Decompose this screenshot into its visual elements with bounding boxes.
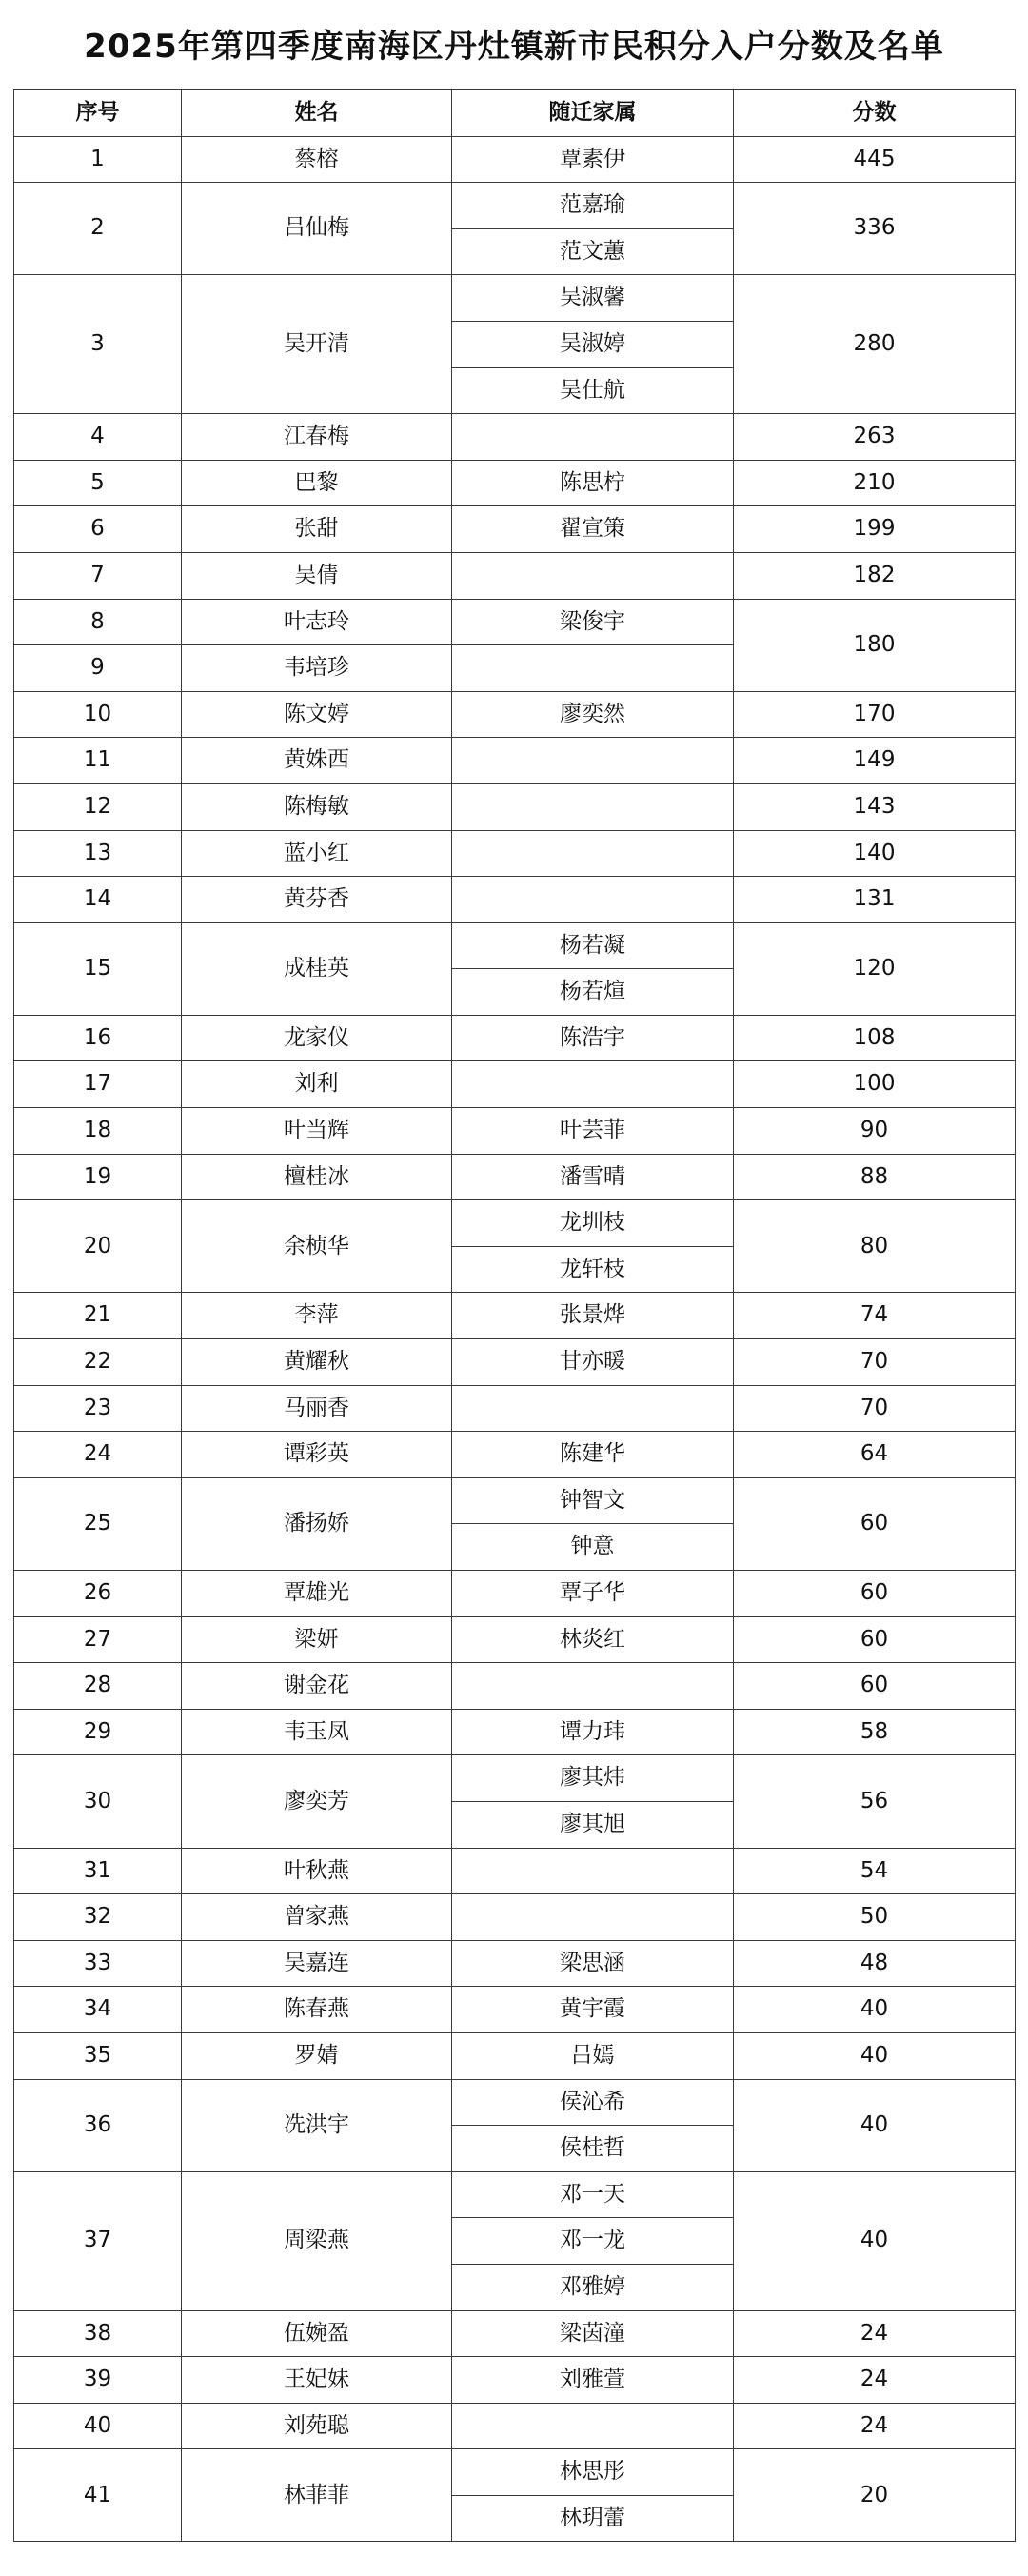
seq-cell: 9 [14,645,182,692]
score-cell: 58 [734,1709,1016,1755]
roster-table [13,89,1016,2542]
name-cell: 蓝小红 [182,830,452,877]
name-cell: 吴开清 [182,275,452,414]
header-family: 随迁家属 [452,90,734,137]
family-cell: 吴淑馨 [452,275,734,322]
table-row [14,2310,1016,2357]
score-cell: 131 [734,877,1016,923]
family-cell: 廖奕然 [452,691,734,738]
table-row [14,783,1016,830]
header-score: 分数 [734,90,1016,137]
family-cell: 张景烨 [452,1293,734,1339]
family-cell: 龙圳枝 [452,1200,734,1247]
seq-cell: 26 [14,1571,182,1617]
table-row [14,1015,1016,1061]
seq-cell: 33 [14,1940,182,1987]
seq-cell: 14 [14,877,182,923]
table-row [14,1940,1016,1987]
score-cell: 80 [734,1200,1016,1293]
name-cell: 刘利 [182,1061,452,1108]
family-cell: 邓一天 [452,2171,734,2218]
family-cell: 廖其炜 [452,1755,734,1802]
document-title: 2025年第四季度南海区丹灶镇新市民积分入户分数及名单 [84,28,944,66]
family-cell: 廖其旭 [452,1801,734,1848]
name-cell: 罗婧 [182,2032,452,2079]
family-cell: 杨若凝 [452,922,734,969]
family-cell: 叶芸菲 [452,1108,734,1155]
table-row [14,691,1016,738]
table-row [14,2032,1016,2079]
table-row [14,1616,1016,1663]
seq-cell: 25 [14,1477,182,1570]
seq-cell: 6 [14,506,182,553]
seq-cell: 1 [14,136,182,183]
table-row [14,2079,1016,2126]
table-row [14,1385,1016,1432]
seq-cell: 4 [14,414,182,461]
family-cell: 黄宇霞 [452,1987,734,2033]
score-cell: 24 [734,2403,1016,2449]
seq-cell: 35 [14,2032,182,2079]
family-cell: 潘雪晴 [452,1154,734,1200]
score-cell: 140 [734,830,1016,877]
score-cell: 120 [734,922,1016,1015]
name-cell: 刘苑聪 [182,2403,452,2449]
score-cell: 48 [734,1940,1016,1987]
family-cell [452,1848,734,1894]
table-row [14,1339,1016,1386]
score-cell: 210 [734,460,1016,506]
family-cell: 钟意 [452,1524,734,1571]
name-cell: 檀桂冰 [182,1154,452,1200]
score-cell: 70 [734,1339,1016,1386]
table-row [14,414,1016,461]
table-row [14,599,1016,645]
score-cell: 88 [734,1154,1016,1200]
seq-cell: 22 [14,1339,182,1386]
seq-cell: 3 [14,275,182,414]
family-cell [452,1385,734,1432]
score-cell: 50 [734,1894,1016,1941]
seq-cell: 13 [14,830,182,877]
name-cell: 余桢华 [182,1200,452,1293]
seq-cell: 36 [14,2079,182,2171]
seq-cell: 29 [14,1709,182,1755]
table-body [14,136,1016,2542]
seq-cell: 10 [14,691,182,738]
family-cell: 范文蕙 [452,228,734,275]
table-row [14,1477,1016,1524]
family-cell: 林炎红 [452,1616,734,1663]
family-cell: 钟智文 [452,1477,734,1524]
seq-cell: 8 [14,599,182,645]
family-cell: 谭力玮 [452,1709,734,1755]
seq-cell: 2 [14,183,182,275]
name-cell: 谢金花 [182,1663,452,1710]
seq-cell: 20 [14,1200,182,1293]
name-cell: 覃雄光 [182,1571,452,1617]
seq-cell: 31 [14,1848,182,1894]
name-cell: 王妃妹 [182,2357,452,2404]
seq-cell: 16 [14,1015,182,1061]
family-cell [452,738,734,784]
family-cell [452,1663,734,1710]
name-cell: 张甜 [182,506,452,553]
name-cell: 黄耀秋 [182,1339,452,1386]
name-cell: 廖奕芳 [182,1755,452,1848]
table-row [14,1293,1016,1339]
family-cell: 覃素伊 [452,136,734,183]
score-cell: 40 [734,1987,1016,2033]
seq-cell: 15 [14,922,182,1015]
score-cell: 199 [734,506,1016,553]
family-cell: 刘雅萱 [452,2357,734,2404]
seq-cell: 28 [14,1663,182,1710]
family-cell: 杨若煊 [452,969,734,1016]
table-row [14,275,1016,322]
score-cell: 336 [734,183,1016,275]
name-cell: 黄芬香 [182,877,452,923]
score-cell: 143 [734,783,1016,830]
score-cell: 149 [734,738,1016,784]
family-cell: 龙轩枝 [452,1246,734,1293]
family-cell: 覃子华 [452,1571,734,1617]
score-cell: 74 [734,1293,1016,1339]
family-cell: 邓一龙 [452,2218,734,2265]
score-cell: 60 [734,1616,1016,1663]
seq-cell: 37 [14,2171,182,2310]
seq-cell: 41 [14,2449,182,2542]
table-row [14,460,1016,506]
table-row [14,1663,1016,1710]
seq-cell: 7 [14,552,182,599]
family-cell: 翟宣策 [452,506,734,553]
name-cell: 吕仙梅 [182,183,452,275]
family-cell: 梁茵潼 [452,2310,734,2357]
score-cell: 445 [734,136,1016,183]
seq-cell: 19 [14,1154,182,1200]
table-row [14,877,1016,923]
name-cell: 吴嘉连 [182,1940,452,1987]
table-row [14,922,1016,969]
score-cell: 24 [734,2310,1016,2357]
family-cell: 邓雅婷 [452,2264,734,2310]
score-cell: 182 [734,552,1016,599]
table-row [14,183,1016,229]
family-cell: 陈浩宇 [452,1015,734,1061]
table-row [14,2357,1016,2404]
table-row [14,1709,1016,1755]
table-row [14,506,1016,553]
family-cell: 侯桂哲 [452,2126,734,2172]
name-cell: 陈文婷 [182,691,452,738]
name-cell: 巴黎 [182,460,452,506]
name-cell: 叶当辉 [182,1108,452,1155]
family-cell: 甘亦暖 [452,1339,734,1386]
seq-cell: 21 [14,1293,182,1339]
name-cell: 李萍 [182,1293,452,1339]
table-row [14,2449,1016,2496]
header-row [14,90,1016,137]
table-row [14,738,1016,784]
seq-cell: 27 [14,1616,182,1663]
table-row [14,830,1016,877]
table-row [14,1154,1016,1200]
family-cell [452,783,734,830]
score-cell: 70 [734,1385,1016,1432]
score-cell: 64 [734,1432,1016,1478]
family-cell: 陈思柠 [452,460,734,506]
score-cell: 60 [734,1571,1016,1617]
seq-cell: 40 [14,2403,182,2449]
table-row [14,1755,1016,1802]
score-cell: 180 [734,599,1016,691]
seq-cell: 12 [14,783,182,830]
table-row [14,1108,1016,1155]
seq-cell: 39 [14,2357,182,2404]
name-cell: 冼洪宇 [182,2079,452,2171]
name-cell: 谭彩英 [182,1432,452,1478]
seq-cell: 23 [14,1385,182,1432]
table-row [14,1061,1016,1108]
name-cell: 潘扬娇 [182,1477,452,1570]
name-cell: 周梁燕 [182,2171,452,2310]
name-cell: 韦玉凤 [182,1709,452,1755]
score-cell: 40 [734,2079,1016,2171]
family-cell: 陈建华 [452,1432,734,1478]
score-cell: 90 [734,1108,1016,1155]
table-row [14,1987,1016,2033]
score-cell: 56 [734,1755,1016,1848]
name-cell: 吴倩 [182,552,452,599]
table-row [14,1571,1016,1617]
seq-cell: 32 [14,1894,182,1941]
table-row [14,1200,1016,1247]
family-cell [452,1061,734,1108]
family-cell: 梁思涵 [452,1940,734,1987]
name-cell: 韦培珍 [182,645,452,692]
name-cell: 成桂英 [182,922,452,1015]
seq-cell: 38 [14,2310,182,2357]
header-seq: 序号 [14,90,182,137]
score-cell: 108 [734,1015,1016,1061]
score-cell: 280 [734,275,1016,414]
score-cell: 40 [734,2171,1016,2310]
family-cell: 林玥蕾 [452,2495,734,2542]
header-name: 姓名 [182,90,452,137]
table-row [14,1894,1016,1941]
seq-cell: 17 [14,1061,182,1108]
seq-cell: 30 [14,1755,182,1848]
seq-cell: 34 [14,1987,182,2033]
table-row [14,2403,1016,2449]
name-cell: 黄姝西 [182,738,452,784]
table-row [14,2171,1016,2218]
score-cell: 40 [734,2032,1016,2079]
name-cell: 陈春燕 [182,1987,452,2033]
score-cell: 170 [734,691,1016,738]
seq-cell: 18 [14,1108,182,1155]
table-row [14,1848,1016,1894]
score-cell: 54 [734,1848,1016,1894]
table-header [14,90,1016,137]
family-cell: 侯沁希 [452,2079,734,2126]
seq-cell: 5 [14,460,182,506]
score-cell: 263 [734,414,1016,461]
family-cell: 梁俊宇 [452,599,734,645]
score-cell: 24 [734,2357,1016,2404]
seq-cell: 24 [14,1432,182,1478]
family-cell: 林思彤 [452,2449,734,2496]
family-cell: 范嘉瑜 [452,183,734,229]
family-cell: 吴淑婷 [452,321,734,367]
family-cell: 吴仕航 [452,367,734,414]
name-cell: 叶志玲 [182,599,452,645]
name-cell: 龙家仪 [182,1015,452,1061]
name-cell: 江春梅 [182,414,452,461]
score-cell: 60 [734,1477,1016,1570]
name-cell: 马丽香 [182,1385,452,1432]
family-cell [452,645,734,692]
name-cell: 伍婉盈 [182,2310,452,2357]
score-cell: 100 [734,1061,1016,1108]
table-row [14,1432,1016,1478]
name-cell: 林菲菲 [182,2449,452,2542]
table-row [14,136,1016,183]
name-cell: 曾家燕 [182,1894,452,1941]
score-cell: 20 [734,2449,1016,2542]
family-cell [452,830,734,877]
name-cell: 梁妍 [182,1616,452,1663]
family-cell [452,414,734,461]
family-cell: 吕嫣 [452,2032,734,2079]
family-cell [452,1894,734,1941]
family-cell [452,552,734,599]
name-cell: 陈梅敏 [182,783,452,830]
family-cell [452,2403,734,2449]
score-cell: 60 [734,1663,1016,1710]
seq-cell: 11 [14,738,182,784]
table-row [14,552,1016,599]
name-cell: 蔡榕 [182,136,452,183]
family-cell [452,877,734,923]
name-cell: 叶秋燕 [182,1848,452,1894]
